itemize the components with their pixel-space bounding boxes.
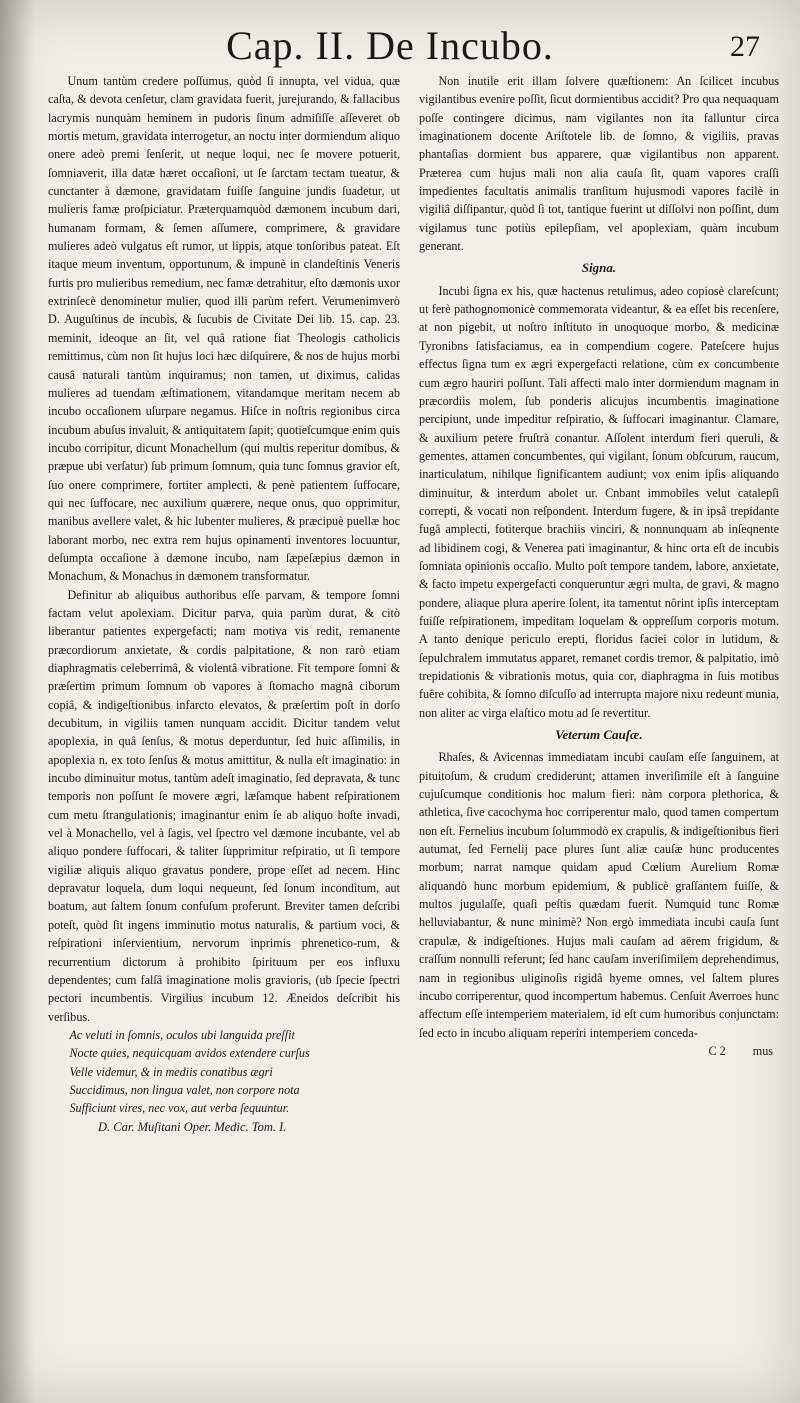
catchword: mus [752, 1043, 773, 1058]
footer-signature: D. Car. Muſitani Oper. Medic. Tom. I. [98, 1119, 287, 1134]
signature-mark: C 2 [708, 1043, 726, 1058]
paragraph: Unum tantùm credere poſſumus, quòd ſi innupta, vel vidua, quæ caſta, & devota cenſetur, clam gravidata fuerit, jurejurando, & fallacibus lacrymis nunquàm heminem in pudoris ſinum admiſiſſe aſſeveret ob mortis metum, gravidata interrogetur, an noctu inter dormiendum aliquo onere adeò premi ſenſerit, ut neque loqui, nec ſe movere potuerit, ſomniaverit, illa datæ hæret occaſioni, ut ſe ſarctam tectam tueatur, & cunctanter à dæmone, gravidatam fuiſſe ſanguine jundis ſuadetur, ut mulieris famæ proſpiciatur. Præterquamquòd dæmonem incubum dari, humanam formam, & ſemen aſſumere, comprimere, & gravidare mulieres adeò vulgatus eſt rumor, ut lippis, atque tonſoribus pateat. Eſt itaque meum inventum, opportunum, & impunè in clandeſtinis Veneris furtis pro mulieribus remedium, nec famæ detrahitur, eſto dæmonis uxor extrinſecè denominetur mulier, quod illi parùm refert. Verumenimverò D. Auguſtinus de incubis, & ſucubis de Civitate Dei lib. 15. cap. 23. meminit, ideoque an ſit, vel quâ ratione fiat Theologis catholicis remittimus, cùm non ſit hujus loci hæc diſquirere, & nos de hujus morbi causâ naturali tantùm inquiramus; non tamen, ut diximus, calidas mulieres ad tuendam æſtimationem, vitandamque meritam necem ab incubo occaſionem uſurpare negamus. Hiſce in noſtris regionibus circa incubum abuſus invaluit, & antiquitatem ſapit; quotieſcumque enim quis incubo corripitur, dicunt Monachellum (qui multis reperitur domibus, & præpue ubi verſatur) ſub primum ſomnum, quia tunc ſomnus gravior eſt, ſuo onere comprimere, fortiter amplecti, & penè patientem ſuffocare, qui nec ſuffocare, nec auxilium quærere, neque onus, quo opprimitur, manibus avellere valet, & hic lubenter mulieres, & præcipuè puellæ hoc laborant morbo, nec extra rem hujus opinamenti inventores locuuntur, deſumpta occaſione à dæmone incubo, nam ſæpeſæpius dæmon in Monachum, & Monachus in dæmonem transformatur. [48, 74, 400, 584]
left-column [48, 72, 400, 1136]
paragraph: Incubi ſigna ex his, quæ hactenus retulimus, adeo copiosè clareſcunt; ut ferè pathognomonicè commemorata videantur, & ea eſſet bis recenſere, at non pigebit, ut noſtro inſtituto in unoquoque morbo, & medicinæ Tyronibns ſatisfaciamus, ea in compendium cogere. Pateſcere hujus effectus ſigna tum ex ægri expergefacti relatione, cùm ex concumbente cum ægro hauriri poſſunt. Tali affecti malo inter dormiendum magnam in præcordiis molem, ſub ponderis alicujus incumbentis imaginatione percipiunt, unde impeditur reſpiratio, & ſuffocari imaginantur. Clamare, & auxilium petere fruſtrà conantur. Aſſolent interdum fieri queruli, & gementes, attamen concumbentes, qui vigilant, ſonum obſcurum, raucum, inarticulatum, nihilque ſignificantem audiunt; vox enim ipſis aliquando diminuitur, & interdum abolet ur. Cnbant immobiles velut catalepſi correpti, & vocati non reſpondent. Interdum fugere, & in ipsâ trepidante fugâ amplecti, fotiterque brachiis vinciri, & nonnunquam ab inſeqnente ad libidinem cogi, & Venerea pati imaginantur, & hinc orta eſt de incubis ſomniata opinionis occaſio. Multo poſt tempore tandem, labore, anxietate, & facto impetu expergefacti conqueruntur ægri multa, de gravi, & magno pondere, aliaque plura aperire ſolent, ita tamentut nôrint ipſis interceptam fuiſſe reſpirationem, impeditam loquelam & oppreſſum corporis motum. A tanto denique periculo erepti, floridus faciei color in lutidum, & ſepulchralem immutatus apparet, remanet cordis tremor, & palpitatio, imò trepidationis & vibrationis motus, quia cor, diaphragma in ſuis motibus fuêre cohibita, & ſomno diſcuſſo ad interrupta majore nixu redeunt munia, non aliter ac virga elaſtico motu ad ſe revertitur. [419, 283, 779, 720]
page-header [70, 18, 770, 68]
verse-line: Velle videmur, & in mediis conatibus ægri [69, 1064, 273, 1079]
section-heading-causae: Veterum Cauſæ. [555, 727, 643, 743]
right-column [419, 72, 779, 1060]
paragraph: Rhaſes, & Avicennas immediatam incubi cauſam eſſe ſanguinem, at pituitoſum, & crudum crediderunt; attamen inveriſimile eſt à ſanguine cujuſcumque conditionis hoc malum fieri: nàm corpora plethorica, & athletica, ſive cacochyma hoc corriperentur malo, quod tamen compertum non eſt. Fernelius incubum ſolummodò ex crapulis, & indigeſtionibus fieri autumat, ſed Fernelij pace plures ſunt aliæ cauſæ hunc producentes morbum; narrat namque quidam apud Cœlium Aurelium Romæ aliquandò hunc morbum epidemium, & publicè graſſantem fuiſſe, & multos jugulaſſe, quaſi peſtis quædam fuerit. Numquid tunc Romæ helluviabantur, & nunc minimè? Non ergò immediata incubi cauſa ſunt crapulæ, & indigeſtiones. Hujus mali cauſam ad aërem frigidum, & craſſum nonnulli referunt; ſed hanc cauſam inveriſimilem deprehendimus, nam in regionibus uliginoſis rigidâ hyeme omnes, vel ſaltem plures incubo corriperentur, quod incompertum habemus. Cenſuit Averroes hunc affectum eſſe intemperiem materialem, id eſt cum humoribus conjunctam: ſed ecto in incubo aliquam reperiri intemperiem conceda- [419, 750, 779, 1040]
page-footer-right [419, 1042, 779, 1060]
verse-line: Ac veluti in ſomnis, oculos ubi languida preſſit [69, 1027, 295, 1042]
verse-line: Succidimus, non lingua valet, non corpore nota [69, 1082, 300, 1097]
running-title: Cap. II. De Incubo. [226, 23, 554, 68]
paragraph: Definitur ab aliquibus authoribus eſſe parvam, & tempore ſomni factam velut apolexiam. Dicitur parva, quia parùm durat, & citò liberantur patientes expergefacti; nam motiva vis redit, remanente præcordiorum anxietate, & cordis palpitatione, & non rarò etiam diaphragmatis celeberrimâ, & violentâ vibratione. Fit tempore ſomni & præſertim primum ſomnum ob vapores à ſtomacho magnâ ciborum copiâ, & indigeſtionibus infarcto elevatos, & præſertim poſt in dorſo decubitum, in vigiliis tamen nunquam accidit. Dicitur tandem velut apoplexia, in quâ ſenſus, & motus deperduntur, ſed huic aſſimilis, in apoplexia n. ex toto ſenſus & motus amittitur, & nulla eſt imaginatio: in incubo diminuitur motus, tantùm adeſt imaginatio, ſed depravata, & tunc temporis non poſſunt ſe movere ægri, læſamque habent reſpirationem cum metu ſtrangulationis; imaginantur enim ſe ab aliquo hoſte invadi, vel à Monachello, vel à ſagis, vel ſpectro vel dæmone incubante, vel ab aliquo pondere ſuffocari, & taliter ſupprimitur reſpiratio, ut ſi tempore vigiliæ aliquis aliquo gravatus pondere, prope eſſet ad necem. Hinc depravatur loquela, dum loqui nequeunt, ſed ſonum incondìtum, aut boatum, aut ſaltem ſonum confuſum proferunt. Breviter tamen deſcribi poteſt, quòd ſit ingens imminutio motus naturalis, & partium voci, & reſpirationi inſervientium, nervorum inprimis phrenetico-rum, & recurrentium dictorum à prohibito ſpirituum per eos influxu dependentes; cum falſâ imaginatione molis gravioris, (ub ſpecie ſpectri pectori incumbentis. Virgilius incubum 12. Æneidos deſcribit his verſibus. [48, 587, 401, 1024]
verse-line: Nocte quies, nequicquam avidos extendere curſus [69, 1046, 310, 1061]
paragraph: Non inutile erit illam ſolvere quæſtionem: An ſcilicet incubus vigilantibus evenire poſſit, ſicut dormientibus accidit? Pro qua nequaquam poſſe contingere dicimus, nam vigilantes non ita falluntur circa imaginationem docente Ariſtotele lib. de ſomno, & vigiliis, pravas phantaſias dormient bus apparere, quæ vigilantibus non apparent. Præterea cum hujus mali non alia cauſa ſit, quam vapores craſſi impedientes facultatis animalis tranſitum hujusmodi vapores facilè in vigiliâ diſſipantur, quòd ſi tot, tantique fuerint ut diſſolvi non poſſint, dum vigilamus tunc potiùs epilepſiam, vel apoplexiam, quàm incubum generant. [419, 74, 779, 254]
section-heading-signa: Signa. [581, 260, 617, 276]
verse-line: Sufficiunt vires, nec vox, aut verba ſequuntur. [69, 1101, 290, 1116]
page-number: 27 [730, 30, 760, 63]
